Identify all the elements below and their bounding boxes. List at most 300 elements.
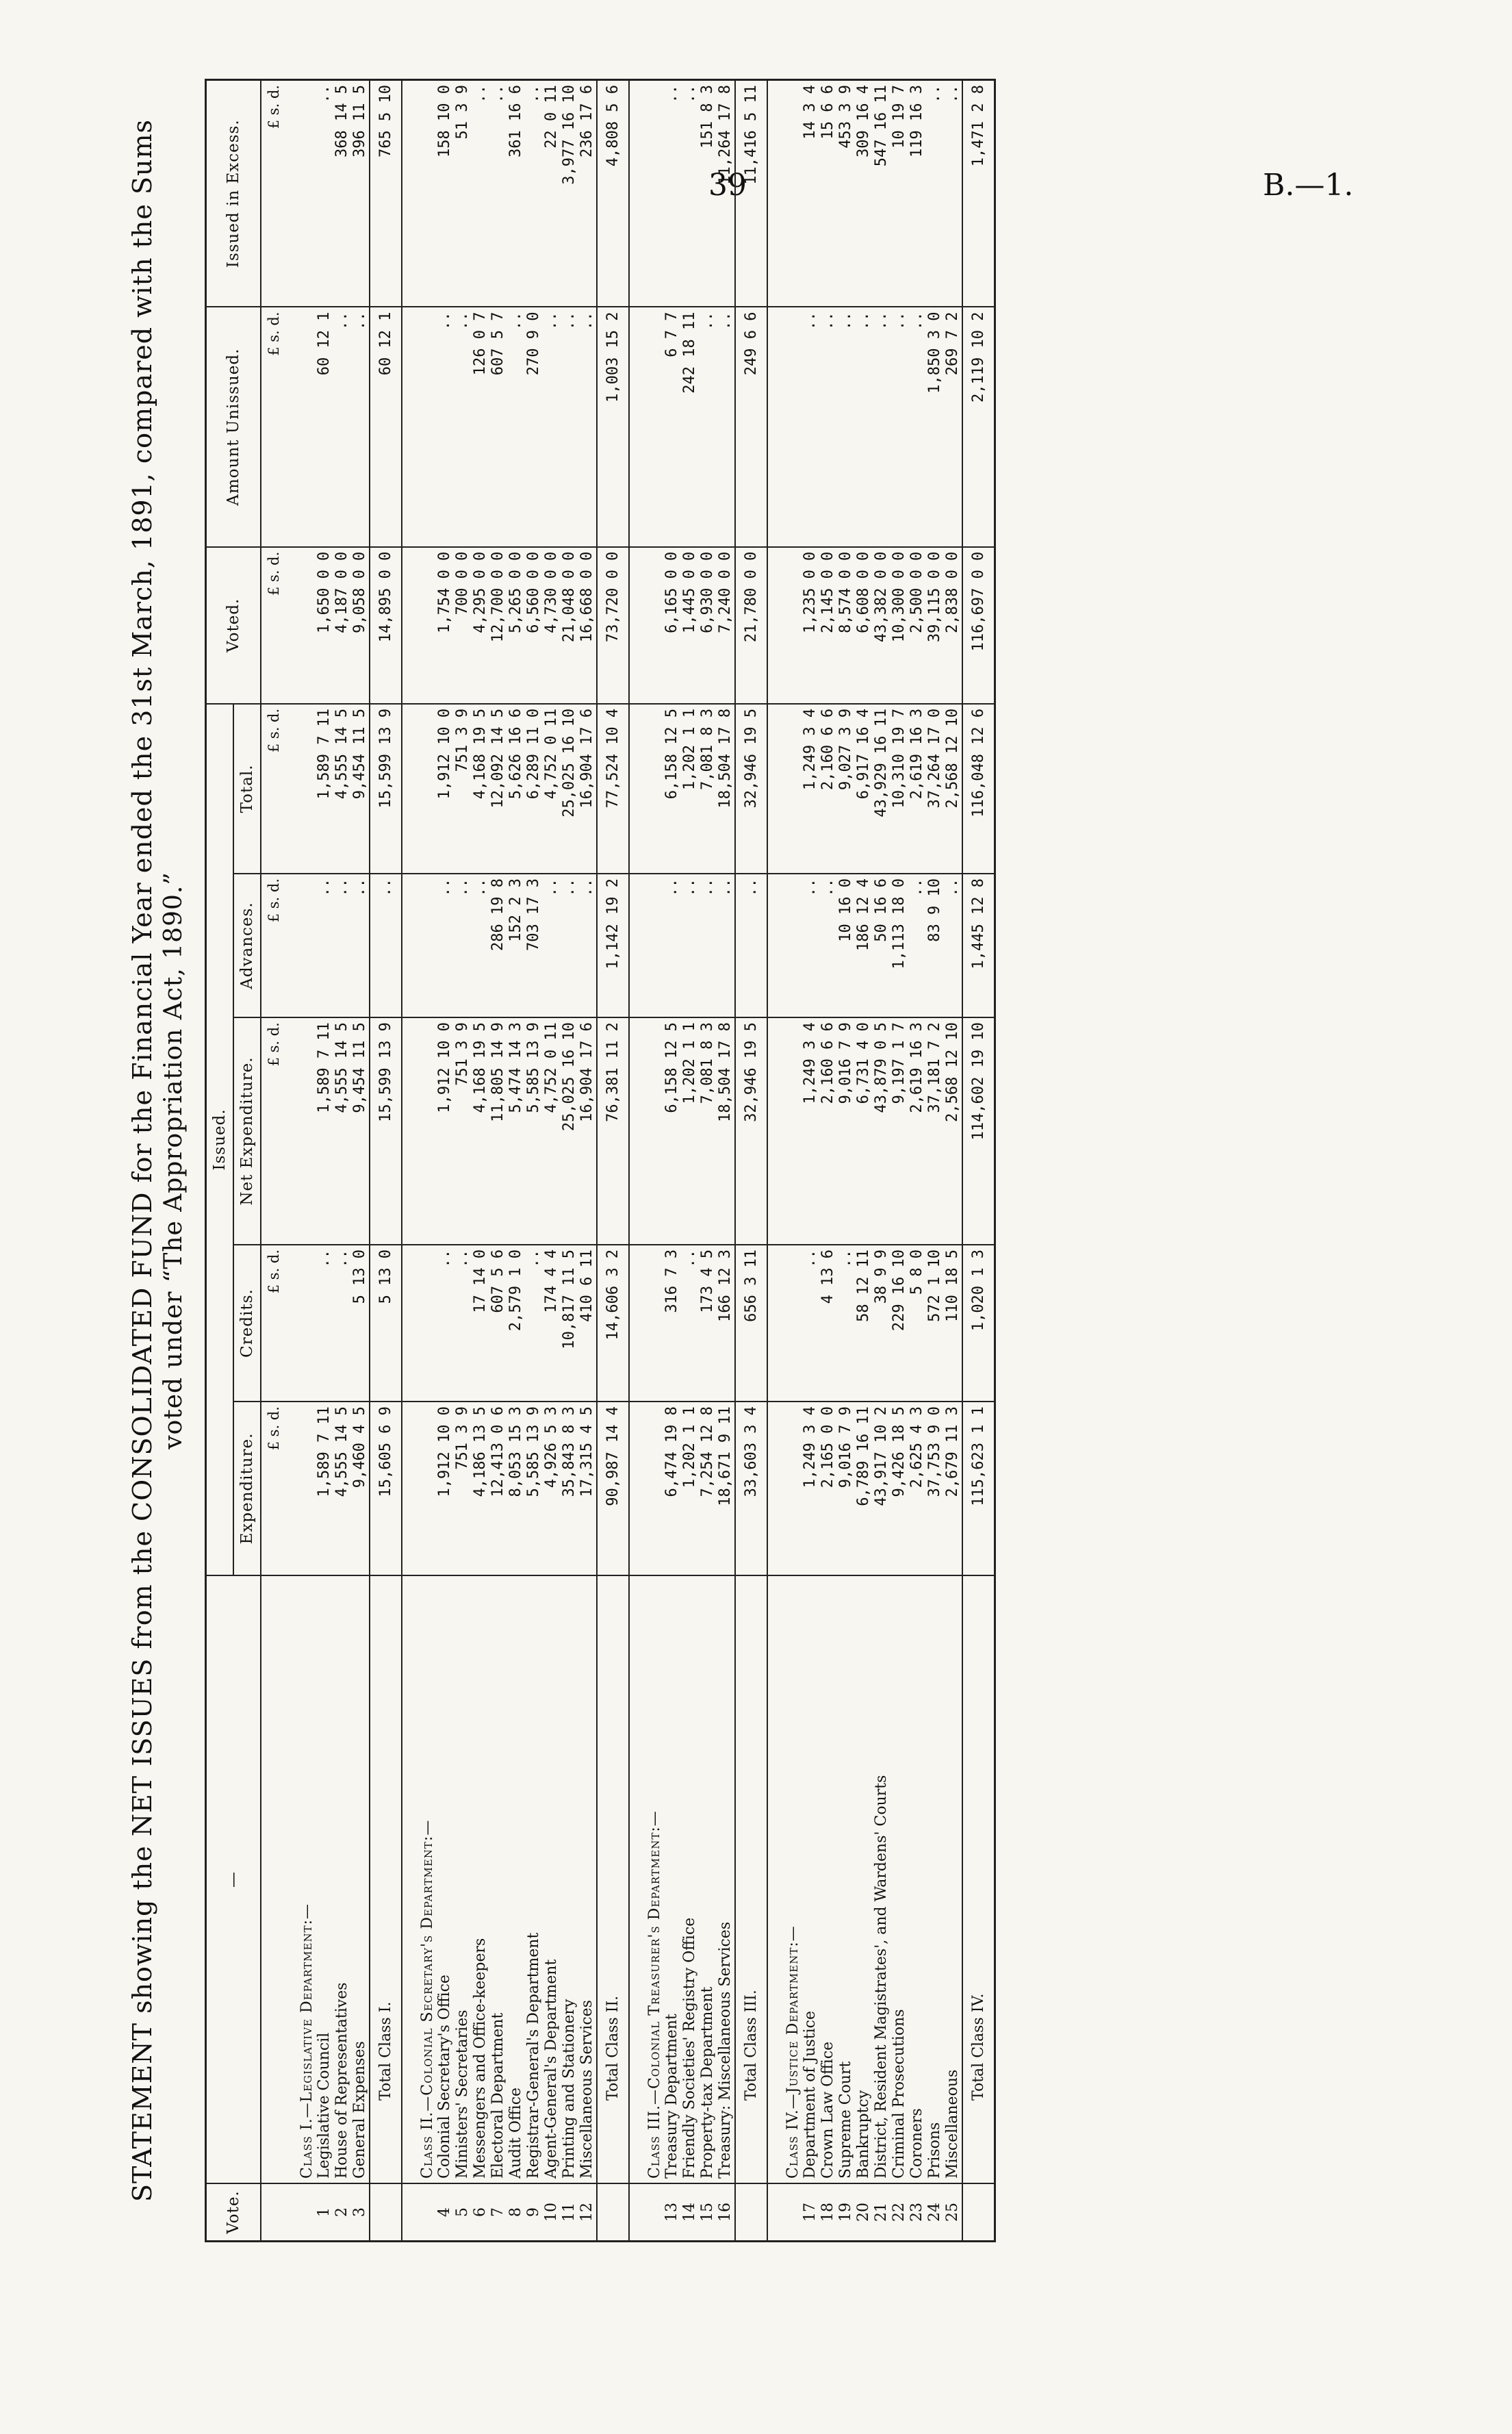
amount-exp: 5,585 13 9: [525, 1402, 543, 1575]
vote-item-name: Treasury: Miscellaneous Services: [717, 1575, 735, 2183]
amount-cr: 316 7 3: [663, 1245, 681, 1402]
empty-cell: [402, 1402, 436, 1575]
amount-net: 2,568 12 10: [944, 1017, 962, 1245]
amount-excess: ..: [316, 80, 333, 307]
empty-cell: [629, 1402, 663, 1575]
vote-item-name: Miscellaneous: [944, 1575, 962, 2183]
vote-item-name: Coroners: [908, 1575, 926, 2183]
amount-voted: 4,295 0 0: [472, 547, 489, 704]
table-row: [837, 80, 855, 2242]
total-unissued: 1,003 15 2: [597, 307, 629, 546]
amount-excess: 158 10 0: [436, 80, 454, 307]
amount-voted: 6,560 0 0: [525, 547, 543, 704]
amount-voted: 2,500 0 0: [908, 547, 926, 704]
amount-net: 43,879 0 5: [873, 1017, 890, 1245]
amount-tot: 6,917 16 4: [855, 704, 873, 874]
empty-cell: [767, 704, 802, 874]
amount-net: 751 3 9: [454, 1017, 472, 1245]
vote-number: 24: [926, 2183, 944, 2242]
vote-item-name: Prisons: [926, 1575, 944, 2183]
amount-excess: ..: [944, 80, 962, 307]
rotated-statement: [127, 38, 1338, 2283]
empty-cell: [629, 874, 663, 1017]
vote-number: 20: [855, 2183, 873, 2242]
empty-cell: [735, 2183, 767, 2242]
empty-cell: [767, 2183, 802, 2242]
vote-number: 21: [873, 2183, 890, 2242]
amount-tot: 4,752 0 11: [543, 704, 561, 874]
amount-net: 5,474 14 3: [507, 1017, 525, 1245]
amount-cr: ..: [837, 1245, 855, 1402]
table-row: [507, 80, 525, 2242]
amount-cr: ..: [525, 1245, 543, 1402]
amount-exp: 1,202 1 1: [681, 1402, 699, 1575]
amount-exp: 37,753 9 0: [926, 1402, 944, 1575]
amount-excess: 11,264 17 8: [717, 80, 735, 307]
table-row: [890, 80, 908, 2242]
total-adv: ..: [735, 874, 767, 1017]
empty-cell: [597, 2183, 629, 2242]
amount-adv: ..: [316, 874, 333, 1017]
units-label: £ s. d.: [261, 1245, 282, 1402]
total-exp: 33,603 3 4: [735, 1402, 767, 1575]
amount-unissued: 126 0 7: [472, 307, 489, 546]
empty-cell: [629, 1017, 663, 1245]
amount-unissued: ..: [717, 307, 735, 546]
amount-net: 7,081 8 3: [699, 1017, 717, 1245]
empty-cell: [629, 547, 663, 704]
amount-net: 11,805 14 9: [489, 1017, 507, 1245]
amount-cr: ..: [436, 1245, 454, 1402]
amount-cr: 4 13 6: [819, 1245, 837, 1402]
amount-unissued: ..: [908, 307, 926, 546]
amount-unissued: 6 7 7: [663, 307, 681, 546]
amount-unissued: ..: [507, 307, 525, 546]
header-net-expenditure: Net Expenditure.: [233, 1017, 261, 1245]
empty-cell: [767, 1017, 802, 1245]
amount-excess: 51 3 9: [454, 80, 472, 307]
table-row: [472, 80, 489, 2242]
empty-cell: [767, 307, 802, 546]
vote-item-name: House of Representatives: [333, 1575, 351, 2183]
amount-voted: 700 0 0: [454, 547, 472, 704]
amount-unissued: ..: [333, 307, 351, 546]
amount-adv: ..: [436, 874, 454, 1017]
amount-excess: ..: [489, 80, 507, 307]
vote-number: 5: [454, 2183, 472, 2242]
amount-net: 4,752 0 11: [543, 1017, 561, 1245]
amount-tot: 4,555 14 5: [333, 704, 351, 874]
empty-cell: [962, 2183, 995, 2242]
amount-exp: 1,589 7 11: [316, 1402, 333, 1575]
table-row: [819, 80, 837, 2242]
empty-cell: [402, 80, 436, 307]
amount-unissued: 269 7 2: [944, 307, 962, 546]
amount-cr: 174 4 4: [543, 1245, 561, 1402]
header-voted: Voted.: [206, 547, 261, 704]
vote-number: 11: [561, 2183, 578, 2242]
amount-unissued: ..: [578, 307, 597, 546]
empty-cell: [402, 704, 436, 874]
total-cr: 1,020 1 3: [962, 1245, 995, 1402]
amount-exp: 1,249 3 4: [802, 1402, 819, 1575]
amount-cr: 229 16 10: [890, 1245, 908, 1402]
amount-cr: 17 14 0: [472, 1245, 489, 1402]
class-total-row: [962, 80, 995, 2242]
amount-net: 25,025 16 10: [561, 1017, 578, 1245]
amount-adv: ..: [819, 874, 837, 1017]
vote-number: 25: [944, 2183, 962, 2242]
amount-excess: 547 16 11: [873, 80, 890, 307]
amount-tot: 16,904 17 6: [578, 704, 597, 874]
header-expenditure: Expenditure.: [233, 1402, 261, 1575]
header-issued: Issued.: [206, 704, 234, 1575]
amount-cr: ..: [454, 1245, 472, 1402]
total-unissued: 249 6 6: [735, 307, 767, 546]
amount-net: 4,168 19 5: [472, 1017, 489, 1245]
empty-cell: [767, 1245, 802, 1402]
class-heading-row: [282, 80, 316, 2242]
amount-net: 5,585 13 9: [525, 1017, 543, 1245]
class-total-row: [735, 80, 767, 2242]
amount-net: 2,160 6 6: [819, 1017, 837, 1245]
vote-number: 17: [802, 2183, 819, 2242]
class-title: Class I.—Legislative Department:—: [282, 1575, 316, 2183]
empty-cell: [282, 704, 316, 874]
total-voted: 21,780 0 0: [735, 547, 767, 704]
empty-cell: [402, 1017, 436, 1245]
amount-excess: 22 0 11: [543, 80, 561, 307]
amount-adv: ..: [454, 874, 472, 1017]
empty-cell: [402, 1245, 436, 1402]
amount-exp: 9,460 4 5: [351, 1402, 370, 1575]
amount-adv: 186 12 4: [855, 874, 873, 1017]
units-label: £ s. d.: [261, 547, 282, 704]
amount-tot: 2,619 16 3: [908, 704, 926, 874]
amount-cr: 572 1 10: [926, 1245, 944, 1402]
header-blank: —: [206, 1575, 261, 2183]
amount-tot: 1,202 1 1: [681, 704, 699, 874]
amount-exp: 6,789 16 11: [855, 1402, 873, 1575]
document-reference: B.—1.: [1263, 168, 1354, 203]
total-label: Total Class II.: [597, 1575, 629, 2183]
amount-voted: 12,700 0 0: [489, 547, 507, 704]
amount-net: 1,202 1 1: [681, 1017, 699, 1245]
amount-voted: 9,058 0 0: [351, 547, 370, 704]
amount-exp: 12,413 0 6: [489, 1402, 507, 1575]
amount-adv: ..: [944, 874, 962, 1017]
table-row: [351, 80, 370, 2242]
amount-unissued: ..: [561, 307, 578, 546]
amount-voted: 6,608 0 0: [855, 547, 873, 704]
amount-voted: 1,754 0 0: [436, 547, 454, 704]
empty-cell: [767, 80, 802, 307]
amount-unissued: ..: [837, 307, 855, 546]
amount-exp: 6,474 19 8: [663, 1402, 681, 1575]
amount-excess: ..: [525, 80, 543, 307]
empty-cell: [629, 2183, 663, 2242]
amount-exp: 9,016 7 9: [837, 1402, 855, 1575]
amount-adv: 703 17 3: [525, 874, 543, 1017]
amount-exp: 35,843 8 3: [561, 1402, 578, 1575]
amount-voted: 2,145 0 0: [819, 547, 837, 704]
table-row: [802, 80, 819, 2242]
vote-number: 19: [837, 2183, 855, 2242]
table-row: [525, 80, 543, 2242]
vote-item-name: Department of Justice: [802, 1575, 819, 2183]
table-row: [316, 80, 333, 2242]
amount-net: 16,904 17 6: [578, 1017, 597, 1245]
amount-voted: 6,930 0 0: [699, 547, 717, 704]
empty-cell: [370, 2183, 402, 2242]
amount-tot: 9,454 11 5: [351, 704, 370, 874]
vote-item-name: Friendly Societies' Registry Office: [681, 1575, 699, 2183]
amount-unissued: 607 5 7: [489, 307, 507, 546]
units-label: £ s. d.: [261, 704, 282, 874]
amount-exp: 43,917 10 2: [873, 1402, 890, 1575]
amount-adv: 1,113 18 0: [890, 874, 908, 1017]
amount-voted: 1,235 0 0: [802, 547, 819, 704]
vote-number: 9: [525, 2183, 543, 2242]
amount-net: 1,912 10 0: [436, 1017, 454, 1245]
total-net: 114,602 19 10: [962, 1017, 995, 1245]
amount-unissued: ..: [699, 307, 717, 546]
empty-cell: [629, 307, 663, 546]
amount-net: 2,619 16 3: [908, 1017, 926, 1245]
amount-voted: 2,838 0 0: [944, 547, 962, 704]
amount-voted: 4,730 0 0: [543, 547, 561, 704]
class-total-row: [597, 80, 629, 2242]
amount-cr: 166 12 3: [717, 1245, 735, 1402]
table-row: [489, 80, 507, 2242]
amount-excess: 453 3 9: [837, 80, 855, 307]
amount-tot: 6,158 12 5: [663, 704, 681, 874]
amount-net: 1,589 7 11: [316, 1017, 333, 1245]
total-exp: 90,987 14 4: [597, 1402, 629, 1575]
total-net: 15,599 13 9: [370, 1017, 402, 1245]
table-row: [873, 80, 890, 2242]
vote-item-name: Audit Office: [507, 1575, 525, 2183]
amount-adv: 50 16 6: [873, 874, 890, 1017]
amount-adv: 286 19 8: [489, 874, 507, 1017]
amount-unissued: 270 9 0: [525, 307, 543, 546]
vote-number: 3: [351, 2183, 370, 2242]
vote-number: 15: [699, 2183, 717, 2242]
empty-cell: [402, 874, 436, 1017]
total-unissued: 60 12 1: [370, 307, 402, 546]
vote-number: 6: [472, 2183, 489, 2242]
amount-excess: 119 16 3: [908, 80, 926, 307]
empty-cell: [402, 2183, 436, 2242]
empty-cell: [767, 1402, 802, 1575]
amount-cr: ..: [681, 1245, 699, 1402]
class-heading-row: [629, 80, 663, 2242]
vote-item-name: Registrar-General's Department: [525, 1575, 543, 2183]
table-row: [454, 80, 472, 2242]
amount-exp: 8,053 15 3: [507, 1402, 525, 1575]
total-voted: 73,720 0 0: [597, 547, 629, 704]
amount-excess: ..: [681, 80, 699, 307]
title-line-1: STATEMENT showing the NET ISSUES from the CONSOLIDATED FUND for the Financial Year ended the 31st March, 1891, compared with the Sums: [127, 119, 157, 2202]
vote-number: 12: [578, 2183, 597, 2242]
amount-excess: ..: [472, 80, 489, 307]
amount-cr: 2,579 1 0: [507, 1245, 525, 1402]
amount-adv: 152 2 3: [507, 874, 525, 1017]
empty-cell: [282, 547, 316, 704]
amount-cr: 173 4 5: [699, 1245, 717, 1402]
amount-adv: ..: [472, 874, 489, 1017]
vote-item-name: Supreme Court: [837, 1575, 855, 2183]
vote-number: 10: [543, 2183, 561, 2242]
amount-voted: 7,240 0 0: [717, 547, 735, 704]
amount-voted: 10,300 0 0: [890, 547, 908, 704]
units-label: £ s. d.: [261, 80, 282, 307]
amount-exp: 2,165 0 0: [819, 1402, 837, 1575]
vote-item-name: Ministers' Secretaries: [454, 1575, 472, 2183]
amount-exp: 2,625 4 3: [908, 1402, 926, 1575]
amount-excess: 3,977 16 10: [561, 80, 578, 307]
vote-number: 14: [681, 2183, 699, 2242]
header-credits: Credits.: [233, 1245, 261, 1402]
total-label: Total Class III.: [735, 1575, 767, 2183]
total-voted: 14,895 0 0: [370, 547, 402, 704]
amount-tot: 7,081 8 3: [699, 704, 717, 874]
page-number: 39: [708, 168, 747, 203]
header-unissued: Amount Unissued.: [206, 307, 261, 546]
amount-unissued: ..: [819, 307, 837, 546]
amount-unissued: ..: [543, 307, 561, 546]
vote-number: 18: [819, 2183, 837, 2242]
vote-item-name: District, Resident Magistrates', and Wardens' Courts: [873, 1575, 890, 2183]
class-total-row: [370, 80, 402, 2242]
amount-net: 6,158 12 5: [663, 1017, 681, 1245]
total-adv: ..: [370, 874, 402, 1017]
amount-cr: ..: [333, 1245, 351, 1402]
amount-tot: 1,589 7 11: [316, 704, 333, 874]
header-excess: Issued in Excess.: [206, 80, 261, 307]
class-heading-row: [402, 80, 436, 2242]
empty-cell: [629, 1245, 663, 1402]
vote-number: 16: [717, 2183, 735, 2242]
total-tot: 116,048 12 6: [962, 704, 995, 874]
total-label: Total Class IV.: [962, 1575, 995, 2183]
amount-excess: 361 16 6: [507, 80, 525, 307]
empty-cell: [629, 80, 663, 307]
units-label: £ s. d.: [261, 1017, 282, 1245]
class-heading-row: [767, 80, 802, 2242]
amount-exp: 9,426 18 5: [890, 1402, 908, 1575]
amount-net: 18,504 17 8: [717, 1017, 735, 1245]
amount-net: 9,197 1 7: [890, 1017, 908, 1245]
empty-cell: [767, 874, 802, 1017]
table-row: [333, 80, 351, 2242]
title-line-2: voted under “The Appropriation Act, 1890.”: [159, 872, 188, 1449]
amount-excess: 236 17 6: [578, 80, 597, 307]
table-row: [681, 80, 699, 2242]
vote-number: 22: [890, 2183, 908, 2242]
amount-excess: 368 14 5: [333, 80, 351, 307]
total-net: 76,381 11 2: [597, 1017, 629, 1245]
amount-tot: 18,504 17 8: [717, 704, 735, 874]
vote-number: 23: [908, 2183, 926, 2242]
amount-cr: 607 5 6: [489, 1245, 507, 1402]
class-title: Class III.—Colonial Treasurer's Department:—: [629, 1575, 663, 2183]
amount-excess: 396 11 5: [351, 80, 370, 307]
vote-number: 1: [316, 2183, 333, 2242]
total-adv: 1,142 19 2: [597, 874, 629, 1017]
amount-tot: 12,092 14 5: [489, 704, 507, 874]
units-row: [261, 80, 282, 2242]
amount-unissued: 1,850 3 0: [926, 307, 944, 546]
vote-item-name: Colonial Secretary's Office: [436, 1575, 454, 2183]
amount-excess: 151 8 3: [699, 80, 717, 307]
amount-tot: 10,310 19 7: [890, 704, 908, 874]
amount-adv: 83 9 10: [926, 874, 944, 1017]
vote-number: 8: [507, 2183, 525, 2242]
total-exp: 15,605 6 9: [370, 1402, 402, 1575]
amount-excess: ..: [926, 80, 944, 307]
vote-item-name: Bankruptcy: [855, 1575, 873, 2183]
amount-cr: ..: [802, 1245, 819, 1402]
amount-voted: 5,265 0 0: [507, 547, 525, 704]
total-excess: 765 5 10: [370, 80, 402, 307]
amount-cr: 410 6 11: [578, 1245, 597, 1402]
class-title: Class IV.—Justice Department:—: [767, 1575, 802, 2183]
header-total: Total.: [233, 704, 261, 874]
table-row: [944, 80, 962, 2242]
units-label: £ s. d.: [261, 874, 282, 1017]
amount-unissued: ..: [351, 307, 370, 546]
amount-unissued: 60 12 1: [316, 307, 333, 546]
amount-tot: 2,160 6 6: [819, 704, 837, 874]
amount-cr: 110 18 5: [944, 1245, 962, 1402]
total-label: Total Class I.: [370, 1575, 402, 2183]
table-row: [561, 80, 578, 2242]
vote-item-name: General Expenses: [351, 1575, 370, 2183]
amount-tot: 2,568 12 10: [944, 704, 962, 874]
total-voted: 116,697 0 0: [962, 547, 995, 704]
vote-item-name: Printing and Stationery: [561, 1575, 578, 2183]
amount-voted: 4,187 0 0: [333, 547, 351, 704]
empty-cell: [282, 80, 316, 307]
total-unissued: 2,119 10 2: [962, 307, 995, 546]
amount-net: 9,016 7 9: [837, 1017, 855, 1245]
vote-number: 2: [333, 2183, 351, 2242]
amount-net: 4,555 14 5: [333, 1017, 351, 1245]
amount-voted: 16,668 0 0: [578, 547, 597, 704]
table-row: [436, 80, 454, 2242]
vote-item-name: Miscellaneous Services: [578, 1575, 597, 2183]
total-exp: 115,623 1 1: [962, 1402, 995, 1575]
table-row: [578, 80, 597, 2242]
amount-excess: 14 3 4: [802, 80, 819, 307]
amount-cr: 38 9 9: [873, 1245, 890, 1402]
vote-item-name: Legislative Council: [316, 1575, 333, 2183]
amount-tot: 6,289 11 0: [525, 704, 543, 874]
amount-voted: 1,650 0 0: [316, 547, 333, 704]
amount-exp: 2,679 11 3: [944, 1402, 962, 1575]
table-row: [717, 80, 735, 2242]
total-cr: 5 13 0: [370, 1245, 402, 1402]
amount-net: 6,731 4 0: [855, 1017, 873, 1245]
vote-item-name: Electoral Department: [489, 1575, 507, 2183]
amount-cr: 58 12 11: [855, 1245, 873, 1402]
total-excess: 1,471 2 8: [962, 80, 995, 307]
vote-number: 13: [663, 2183, 681, 2242]
amount-unissued: ..: [873, 307, 890, 546]
amount-cr: 5 13 0: [351, 1245, 370, 1402]
amount-excess: 10 19 7: [890, 80, 908, 307]
